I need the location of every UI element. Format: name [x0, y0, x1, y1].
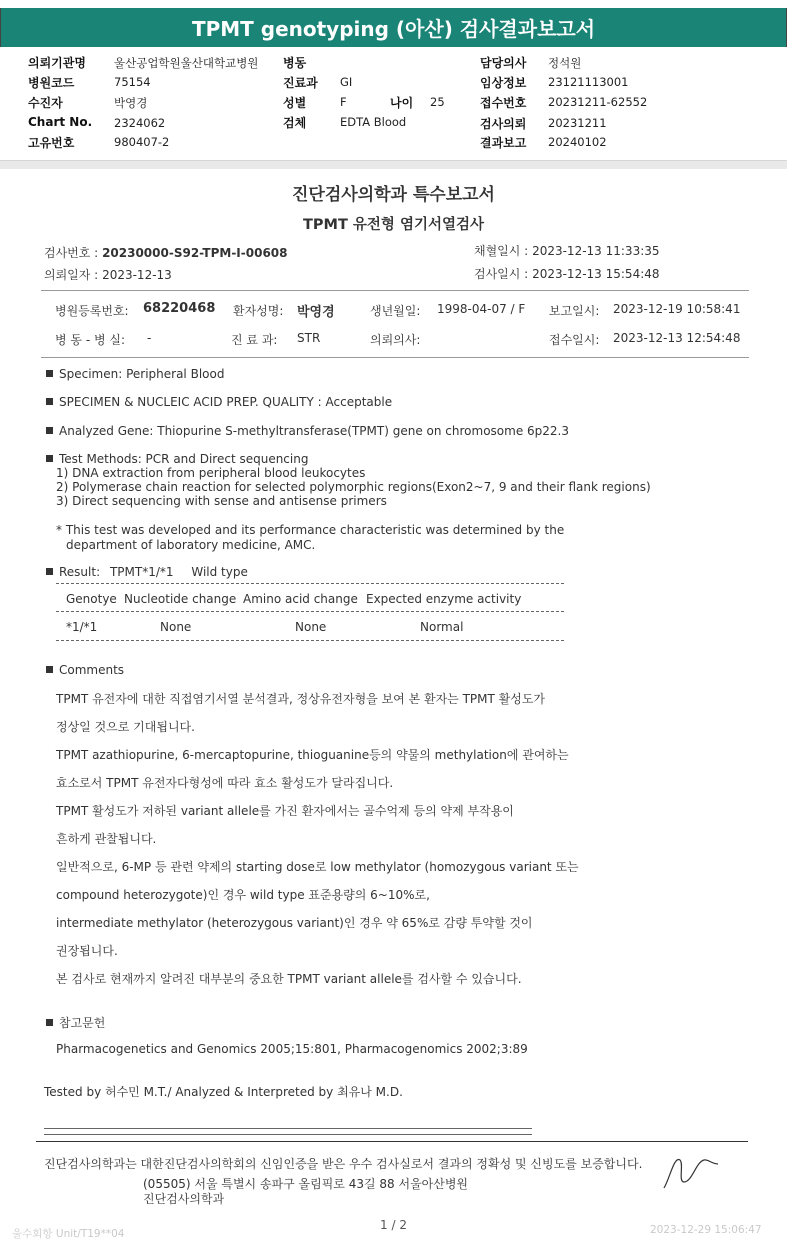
request-date	[44, 266, 172, 283]
report-title: TPMT genotyping (아산) 검사결과보고서	[191, 17, 596, 41]
double-rule	[44, 1128, 532, 1135]
ward-value: -	[147, 331, 152, 345]
certification-text: 진단검사의학과는 대한진단검사의학회의 신임인증을 받은 우수 검사실로서 결과의 정확성 및 신빙도를 보증합니다.	[44, 1157, 643, 1171]
header-value: 20231211	[548, 116, 607, 130]
bullet-square	[46, 1019, 53, 1026]
header-value: 정석원	[548, 56, 582, 70]
bullet-square	[46, 398, 53, 405]
footer-rule	[36, 1141, 748, 1142]
collect-label: 채혈일시 :	[474, 244, 529, 258]
comment-line: 일반적으로, 6-MP 등 관련 약제의 starting dose로 low methylator (homozygous variant 또는	[56, 860, 579, 874]
header-label: 접수번호	[480, 96, 527, 110]
reg-no-label: 병원등록번호:	[55, 304, 129, 318]
references-text: Pharmacogenetics and Genomics 2005;15:801, Pharmacogenomics 2002;3:89	[56, 1042, 528, 1056]
reg-no-value: 68220468	[143, 301, 216, 316]
genotype-header: Genotye	[66, 592, 117, 606]
comment-line: 흔하게 관찰됩니다.	[56, 832, 157, 846]
header-label: 병동	[283, 56, 307, 70]
comment-line: 본 검사로 현재까지 알려진 대부분의 중요한 TPMT variant allele를 검사할 수 있습니다.	[56, 972, 522, 986]
exam-number-value: 20230000-S92-TPM-I-00608	[102, 246, 288, 260]
enzyme-activity-header: Expected enzyme activity	[366, 592, 522, 606]
report-subheading: TPMT 유전형 염기서열검사	[303, 217, 484, 233]
tested-by: Tested by 허수민 M.T./ Analyzed & Interpreted by 최유나 M.D.	[44, 1085, 403, 1099]
patient-name-value: 박영경	[297, 305, 335, 320]
header-value: GI	[340, 75, 353, 89]
report-datetime-label: 보고일시:	[549, 304, 600, 318]
comment-line: TPMT azathiopurine, 6-mercaptopurine, thioguanine등의 약물의 methylation에 관여하는	[56, 748, 569, 762]
genotype-cell: *1/*1	[66, 620, 98, 634]
dob-value: 1998-04-07 / F	[437, 302, 526, 316]
dept-label: 진 료 과:	[231, 333, 278, 347]
header-label: 담당의사	[480, 56, 527, 70]
age-value: 25	[430, 95, 445, 109]
header-value: 980407-2	[114, 135, 170, 149]
footer-left-text: 울수회항 Unit/T19**04	[12, 1228, 125, 1240]
header-label: 검체	[283, 116, 307, 130]
amino-acid-cell: None	[295, 620, 327, 634]
header-value: F	[340, 95, 347, 109]
result-type: Wild type	[191, 565, 248, 579]
exam-number-label: 검사번호 :	[44, 246, 99, 260]
header-label: 고유번호	[28, 136, 75, 150]
comment-line: compound heterozygote)인 경우 wild type 표준용량의 6~10%로,	[56, 888, 430, 902]
nucleotide-cell: None	[160, 620, 192, 634]
age-label: 나이	[390, 96, 414, 110]
header-value: EDTA Blood	[340, 115, 407, 129]
header-label: Chart No.	[28, 115, 93, 129]
patient-info-table	[41, 290, 749, 358]
comment-line: 권장됩니다.	[56, 944, 118, 958]
request-date-value: 2023-12-13	[102, 268, 172, 282]
comment-line: intermediate methylator (heterozygous variant)인 경우 약 65%로 감량 투약할 것이	[56, 916, 533, 930]
header-label: 수진자	[28, 96, 63, 110]
bullet-square	[46, 427, 53, 434]
exam-number	[44, 244, 288, 261]
quality-text: SPECIMEN & NUCLEIC ACID PREP. QUALITY : Acceptable	[59, 395, 393, 409]
bullet-square	[46, 568, 53, 575]
report-heading: 진단검사의학과 특수보고서	[292, 185, 495, 205]
header-label: 병원코드	[28, 76, 75, 90]
test-datetime	[474, 265, 660, 282]
receipt-datetime-label: 접수일시:	[549, 333, 600, 347]
nucleotide-header: Nucleotide change	[124, 592, 237, 606]
page-number: 1 / 2	[380, 1218, 407, 1232]
collect-value: 2023-12-13 11:33:35	[532, 244, 660, 258]
method-item: 3) Direct sequencing with sense and antisense primers	[56, 494, 387, 508]
request-date-label: 의뢰일자 :	[44, 268, 99, 282]
doctor-label: 의뢰의사:	[370, 333, 421, 347]
amino-acid-header: Amino acid change	[243, 592, 358, 606]
note-line: * This test was developed and its performance characteristic was determined by the	[56, 523, 565, 537]
comment-line: TPMT 유전자에 대한 직접염기서열 분석결과, 정상유전자형을 보여 본 환자는 TPMT 활성도가	[56, 692, 545, 706]
specimen-text: Specimen: Peripheral Blood	[59, 367, 225, 381]
ward-label: 병 동 - 병 실:	[55, 333, 125, 347]
header-label: 성별	[283, 96, 307, 110]
gene-text: Analyzed Gene: Thiopurine S-methyltransferase(TPMT) gene on chromosome 6p22.3	[59, 424, 569, 438]
result-genotype: TPMT*1/*1	[109, 565, 174, 579]
table-rule	[56, 583, 564, 584]
header-label: 의뢰기관명	[28, 56, 86, 70]
patient-name-label: 환자성명:	[233, 304, 284, 318]
header-value: 23121113001	[548, 75, 629, 89]
note-line: department of laboratory medicine, AMC.	[66, 538, 316, 552]
references-title: 참고문헌	[59, 1016, 106, 1030]
header-value: 20240102	[548, 135, 607, 149]
table-rule	[56, 611, 564, 612]
comment-line: 정상일 것으로 기대됩니다.	[56, 720, 195, 734]
header-value: 울산공업학원울산대학교병원	[114, 56, 259, 70]
footer-timestamp: 2023-12-29 15:06:47	[650, 1224, 762, 1236]
header-label: 임상정보	[480, 76, 527, 90]
header-label: 결과보고	[480, 136, 527, 150]
report-title-bar	[0, 8, 787, 47]
test-value: 2023-12-13 15:54:48	[532, 267, 660, 281]
specimen-line	[46, 367, 224, 381]
bullet-square	[46, 666, 53, 673]
comments-title: Comments	[59, 663, 125, 677]
dept-value: STR	[297, 331, 321, 345]
signature-icon	[660, 1148, 720, 1192]
quality-line	[46, 395, 392, 409]
enzyme-activity-cell: Normal	[420, 620, 464, 634]
table-rule	[56, 640, 564, 641]
special-report	[0, 168, 787, 1246]
header-value: 2324062	[114, 116, 166, 130]
comments-header	[46, 663, 124, 677]
result-line	[46, 565, 248, 579]
bullet-square	[46, 370, 53, 377]
hospital-address: (05505) 서울 특별시 송파구 올림픽로 43길 88 서울아산병원	[143, 1177, 469, 1191]
methods-title: Test Methods: PCR and Direct sequencing	[59, 452, 309, 466]
test-label: 검사일시 :	[474, 267, 529, 281]
gene-line	[46, 424, 569, 438]
report-datetime-value: 2023-12-19 10:58:41	[613, 302, 741, 316]
methods-line	[46, 452, 308, 466]
header-label: 진료과	[283, 76, 318, 90]
header-label: 검사의뢰	[480, 117, 527, 131]
bullet-square	[46, 455, 53, 462]
comment-line: 효소로서 TPMT 유전자다형성에 따라 효소 활성도가 달라집니다.	[56, 776, 394, 790]
comment-line: TPMT 활성도가 저하된 variant allele를 가진 환자에서는 골수억제 등의 약제 부작용이	[56, 804, 514, 818]
header-value: 75154	[114, 75, 151, 89]
header-value: 20231211-62552	[548, 95, 648, 109]
department-name: 진단검사의학과	[143, 1192, 225, 1206]
result-label: Result:	[59, 565, 101, 579]
dob-label: 생년월일:	[370, 304, 421, 318]
receipt-datetime-value: 2023-12-13 12:54:48	[613, 331, 741, 345]
method-item: 2) Polymerase chain reaction for selected polymorphic regions(Exon2~7, 9 and their flank regions)	[56, 480, 651, 494]
method-item: 1) DNA extraction from peripheral blood leukocytes	[56, 466, 366, 480]
references-header	[46, 1014, 105, 1031]
collect-datetime	[474, 242, 660, 259]
header-value: 박영경	[114, 96, 148, 110]
